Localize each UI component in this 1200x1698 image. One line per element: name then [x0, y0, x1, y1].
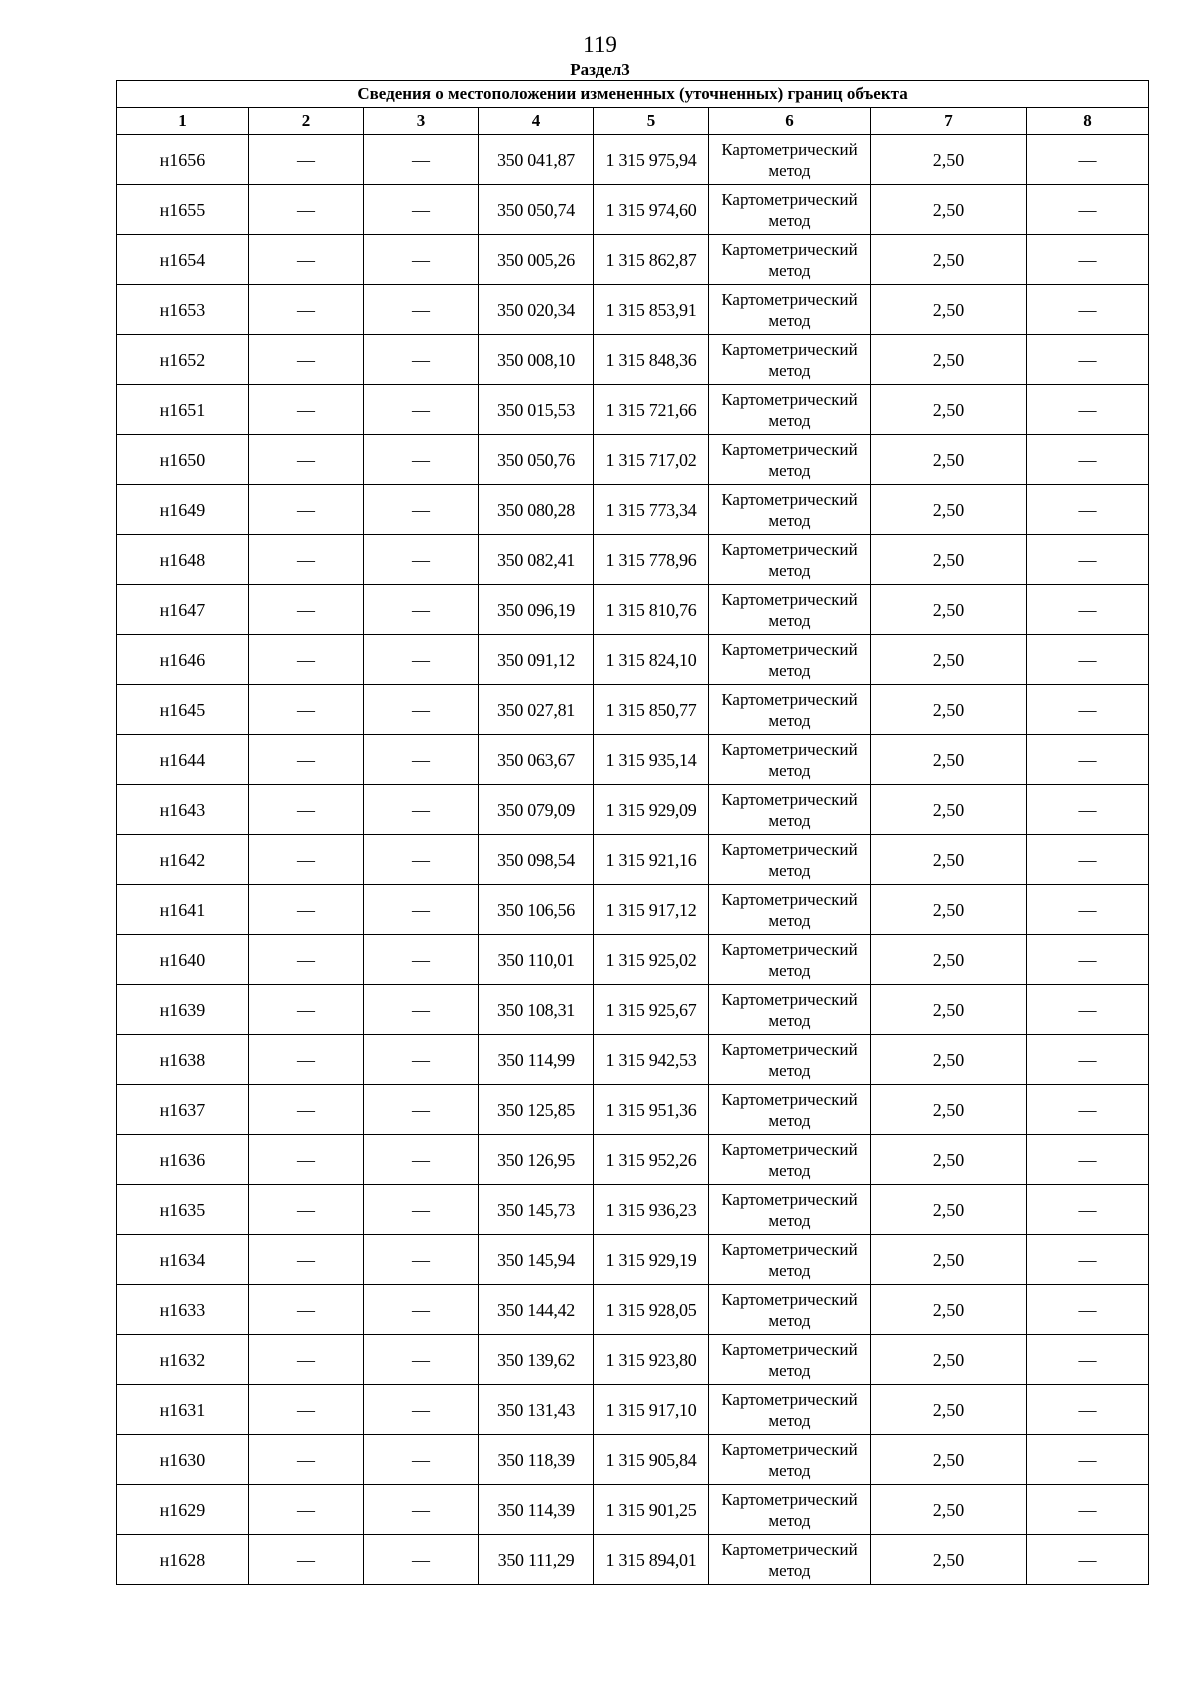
empty-dash-cell: — [1027, 885, 1149, 935]
point-name-cell: н1634 [117, 1235, 249, 1285]
empty-dash-cell: — [364, 835, 479, 885]
accuracy-cell: 2,50 [871, 535, 1027, 585]
accuracy-cell: 2,50 [871, 985, 1027, 1035]
y-coordinate-cell: 1 315 721,66 [594, 385, 709, 435]
x-coordinate-cell: 350 131,43 [479, 1385, 594, 1435]
method-cell: Картометрический метод [709, 335, 871, 385]
method-cell: Картометрический метод [709, 835, 871, 885]
empty-dash-cell: — [249, 435, 364, 485]
empty-dash-cell: — [1027, 835, 1149, 885]
table-row [117, 1285, 1149, 1335]
empty-dash-cell: — [249, 335, 364, 385]
point-name-cell: н1653 [117, 285, 249, 335]
table-row [117, 435, 1149, 485]
empty-dash-cell: — [1027, 1485, 1149, 1535]
empty-dash-cell: — [249, 685, 364, 735]
x-coordinate-cell: 350 145,94 [479, 1235, 594, 1285]
empty-dash-cell: — [364, 1435, 479, 1485]
y-coordinate-cell: 1 315 717,02 [594, 435, 709, 485]
accuracy-cell: 2,50 [871, 435, 1027, 485]
accuracy-cell: 2,50 [871, 1535, 1027, 1585]
point-name-cell: н1641 [117, 885, 249, 935]
y-coordinate-cell: 1 315 853,91 [594, 285, 709, 335]
y-coordinate-cell: 1 315 905,84 [594, 1435, 709, 1485]
method-cell: Картометрический метод [709, 485, 871, 535]
boundary-coordinates-table [116, 80, 1149, 1585]
y-coordinate-cell: 1 315 862,87 [594, 235, 709, 285]
table-title: Сведения о местоположении измененных (уточненных) границ объекта [117, 81, 1149, 108]
y-coordinate-cell: 1 315 929,19 [594, 1235, 709, 1285]
point-name-cell: н1654 [117, 235, 249, 285]
empty-dash-cell: — [364, 985, 479, 1035]
point-name-cell: н1656 [117, 135, 249, 185]
x-coordinate-cell: 350 050,74 [479, 185, 594, 235]
method-cell: Картометрический метод [709, 985, 871, 1035]
method-cell: Картометрический метод [709, 685, 871, 735]
point-name-cell: н1645 [117, 685, 249, 735]
empty-dash-cell: — [249, 1135, 364, 1185]
empty-dash-cell: — [249, 285, 364, 335]
table-row [117, 1385, 1149, 1435]
empty-dash-cell: — [364, 735, 479, 785]
y-coordinate-cell: 1 315 952,26 [594, 1135, 709, 1185]
empty-dash-cell: — [1027, 1385, 1149, 1435]
empty-dash-cell: — [1027, 185, 1149, 235]
accuracy-cell: 2,50 [871, 1085, 1027, 1135]
point-name-cell: н1651 [117, 385, 249, 435]
y-coordinate-cell: 1 315 928,05 [594, 1285, 709, 1335]
accuracy-cell: 2,50 [871, 735, 1027, 785]
method-cell: Картометрический метод [709, 735, 871, 785]
empty-dash-cell: — [1027, 535, 1149, 585]
empty-dash-cell: — [249, 785, 364, 835]
empty-dash-cell: — [249, 1385, 364, 1435]
accuracy-cell: 2,50 [871, 685, 1027, 735]
method-cell: Картометрический метод [709, 1385, 871, 1435]
method-cell: Картометрический метод [709, 1185, 871, 1235]
point-name-cell: н1631 [117, 1385, 249, 1435]
empty-dash-cell: — [1027, 485, 1149, 535]
table-body [117, 135, 1149, 1585]
table-row [117, 1135, 1149, 1185]
empty-dash-cell: — [364, 885, 479, 935]
column-number: 8 [1027, 108, 1149, 135]
table-row [117, 1185, 1149, 1235]
empty-dash-cell: — [1027, 385, 1149, 435]
empty-dash-cell: — [364, 1185, 479, 1235]
point-name-cell: н1639 [117, 985, 249, 1035]
empty-dash-cell: — [364, 235, 479, 285]
x-coordinate-cell: 350 005,26 [479, 235, 594, 285]
x-coordinate-cell: 350 125,85 [479, 1085, 594, 1135]
accuracy-cell: 2,50 [871, 1135, 1027, 1185]
empty-dash-cell: — [364, 1085, 479, 1135]
point-name-cell: н1644 [117, 735, 249, 785]
y-coordinate-cell: 1 315 917,12 [594, 885, 709, 935]
accuracy-cell: 2,50 [871, 485, 1027, 535]
accuracy-cell: 2,50 [871, 1435, 1027, 1485]
empty-dash-cell: — [1027, 1335, 1149, 1385]
method-cell: Картометрический метод [709, 235, 871, 285]
empty-dash-cell: — [1027, 1285, 1149, 1335]
empty-dash-cell: — [249, 1085, 364, 1135]
table-row [117, 235, 1149, 285]
empty-dash-cell: — [249, 385, 364, 435]
y-coordinate-cell: 1 315 936,23 [594, 1185, 709, 1235]
empty-dash-cell: — [1027, 1435, 1149, 1485]
accuracy-cell: 2,50 [871, 635, 1027, 685]
empty-dash-cell: — [249, 935, 364, 985]
empty-dash-cell: — [1027, 935, 1149, 985]
x-coordinate-cell: 350 096,19 [479, 585, 594, 635]
method-cell: Картометрический метод [709, 185, 871, 235]
method-cell: Картометрический метод [709, 135, 871, 185]
table-row [117, 785, 1149, 835]
method-cell: Картометрический метод [709, 1435, 871, 1485]
empty-dash-cell: — [1027, 335, 1149, 385]
empty-dash-cell: — [364, 1335, 479, 1385]
y-coordinate-cell: 1 315 975,94 [594, 135, 709, 185]
table-row [117, 285, 1149, 335]
empty-dash-cell: — [1027, 135, 1149, 185]
x-coordinate-cell: 350 008,10 [479, 335, 594, 385]
method-cell: Картометрический метод [709, 435, 871, 485]
table-row [117, 535, 1149, 585]
method-cell: Картометрический метод [709, 1535, 871, 1585]
empty-dash-cell: — [364, 1285, 479, 1335]
point-name-cell: н1630 [117, 1435, 249, 1485]
y-coordinate-cell: 1 315 974,60 [594, 185, 709, 235]
method-cell: Картометрический метод [709, 535, 871, 585]
y-coordinate-cell: 1 315 923,80 [594, 1335, 709, 1385]
x-coordinate-cell: 350 114,39 [479, 1485, 594, 1535]
empty-dash-cell: — [249, 835, 364, 885]
accuracy-cell: 2,50 [871, 1485, 1027, 1535]
accuracy-cell: 2,50 [871, 285, 1027, 335]
table-row [117, 585, 1149, 635]
point-name-cell: н1646 [117, 635, 249, 685]
x-coordinate-cell: 350 111,29 [479, 1535, 594, 1585]
empty-dash-cell: — [249, 1335, 364, 1385]
empty-dash-cell: — [1027, 785, 1149, 835]
method-cell: Картометрический метод [709, 1135, 871, 1185]
point-name-cell: н1629 [117, 1485, 249, 1535]
x-coordinate-cell: 350 106,56 [479, 885, 594, 935]
accuracy-cell: 2,50 [871, 1385, 1027, 1435]
point-name-cell: н1650 [117, 435, 249, 485]
accuracy-cell: 2,50 [871, 585, 1027, 635]
empty-dash-cell: — [249, 735, 364, 785]
x-coordinate-cell: 350 144,42 [479, 1285, 594, 1335]
empty-dash-cell: — [364, 135, 479, 185]
empty-dash-cell: — [1027, 1135, 1149, 1185]
y-coordinate-cell: 1 315 935,14 [594, 735, 709, 785]
empty-dash-cell: — [249, 1535, 364, 1585]
accuracy-cell: 2,50 [871, 1185, 1027, 1235]
table-row [117, 985, 1149, 1035]
empty-dash-cell: — [364, 1485, 479, 1535]
empty-dash-cell: — [249, 585, 364, 635]
x-coordinate-cell: 350 114,99 [479, 1035, 594, 1085]
point-name-cell: н1642 [117, 835, 249, 885]
empty-dash-cell: — [364, 335, 479, 385]
empty-dash-cell: — [1027, 1035, 1149, 1085]
y-coordinate-cell: 1 315 925,67 [594, 985, 709, 1035]
point-name-cell: н1648 [117, 535, 249, 585]
empty-dash-cell: — [364, 1235, 479, 1285]
empty-dash-cell: — [249, 185, 364, 235]
y-coordinate-cell: 1 315 894,01 [594, 1535, 709, 1585]
empty-dash-cell: — [1027, 1185, 1149, 1235]
x-coordinate-cell: 350 079,09 [479, 785, 594, 835]
section-label: Раздел3 [570, 60, 630, 79]
table-row [117, 1335, 1149, 1385]
method-cell: Картометрический метод [709, 385, 871, 435]
point-name-cell: н1632 [117, 1335, 249, 1385]
x-coordinate-cell: 350 082,41 [479, 535, 594, 585]
x-coordinate-cell: 350 110,01 [479, 935, 594, 985]
x-coordinate-cell: 350 145,73 [479, 1185, 594, 1235]
empty-dash-cell: — [249, 1285, 364, 1335]
y-coordinate-cell: 1 315 942,53 [594, 1035, 709, 1085]
empty-dash-cell: — [364, 935, 479, 985]
table-row [117, 735, 1149, 785]
table-row [117, 935, 1149, 985]
empty-dash-cell: — [364, 1035, 479, 1085]
empty-dash-cell: — [364, 1135, 479, 1185]
accuracy-cell: 2,50 [871, 1285, 1027, 1335]
y-coordinate-cell: 1 315 917,10 [594, 1385, 709, 1435]
empty-dash-cell: — [249, 485, 364, 535]
empty-dash-cell: — [1027, 685, 1149, 735]
method-cell: Картометрический метод [709, 1485, 871, 1535]
method-cell: Картометрический метод [709, 1035, 871, 1085]
empty-dash-cell: — [249, 1485, 364, 1535]
empty-dash-cell: — [1027, 235, 1149, 285]
method-cell: Картометрический метод [709, 585, 871, 635]
table-row [117, 1085, 1149, 1135]
table-title-row [117, 81, 1149, 108]
y-coordinate-cell: 1 315 925,02 [594, 935, 709, 985]
y-coordinate-cell: 1 315 901,25 [594, 1485, 709, 1535]
empty-dash-cell: — [249, 535, 364, 585]
column-number: 2 [249, 108, 364, 135]
empty-dash-cell: — [1027, 985, 1149, 1035]
x-coordinate-cell: 350 050,76 [479, 435, 594, 485]
x-coordinate-cell: 350 098,54 [479, 835, 594, 885]
table-row [117, 1235, 1149, 1285]
x-coordinate-cell: 350 118,39 [479, 1435, 594, 1485]
y-coordinate-cell: 1 315 810,76 [594, 585, 709, 635]
empty-dash-cell: — [249, 135, 364, 185]
point-name-cell: н1649 [117, 485, 249, 535]
accuracy-cell: 2,50 [871, 785, 1027, 835]
page-number: 119 [583, 32, 617, 57]
x-coordinate-cell: 350 080,28 [479, 485, 594, 535]
point-name-cell: н1643 [117, 785, 249, 835]
y-coordinate-cell: 1 315 824,10 [594, 635, 709, 685]
method-cell: Картометрический метод [709, 885, 871, 935]
accuracy-cell: 2,50 [871, 1235, 1027, 1285]
point-name-cell: н1647 [117, 585, 249, 635]
column-number: 4 [479, 108, 594, 135]
method-cell: Картометрический метод [709, 1085, 871, 1135]
x-coordinate-cell: 350 126,95 [479, 1135, 594, 1185]
method-cell: Картометрический метод [709, 285, 871, 335]
x-coordinate-cell: 350 091,12 [479, 635, 594, 685]
empty-dash-cell: — [249, 1435, 364, 1485]
column-number: 5 [594, 108, 709, 135]
x-coordinate-cell: 350 108,31 [479, 985, 594, 1035]
empty-dash-cell: — [1027, 735, 1149, 785]
empty-dash-cell: — [249, 985, 364, 1035]
empty-dash-cell: — [1027, 635, 1149, 685]
accuracy-cell: 2,50 [871, 335, 1027, 385]
table-row [117, 135, 1149, 185]
method-cell: Картометрический метод [709, 935, 871, 985]
y-coordinate-cell: 1 315 773,34 [594, 485, 709, 535]
empty-dash-cell: — [1027, 285, 1149, 335]
method-cell: Картометрический метод [709, 785, 871, 835]
method-cell: Картометрический метод [709, 1285, 871, 1335]
empty-dash-cell: — [249, 1035, 364, 1085]
empty-dash-cell: — [249, 635, 364, 685]
x-coordinate-cell: 350 139,62 [479, 1335, 594, 1385]
table-row [117, 485, 1149, 535]
table-row [117, 1035, 1149, 1085]
y-coordinate-cell: 1 315 951,36 [594, 1085, 709, 1135]
accuracy-cell: 2,50 [871, 135, 1027, 185]
accuracy-cell: 2,50 [871, 185, 1027, 235]
empty-dash-cell: — [1027, 1235, 1149, 1285]
point-name-cell: н1637 [117, 1085, 249, 1135]
y-coordinate-cell: 1 315 848,36 [594, 335, 709, 385]
empty-dash-cell: — [1027, 1535, 1149, 1585]
accuracy-cell: 2,50 [871, 935, 1027, 985]
column-number: 7 [871, 108, 1027, 135]
empty-dash-cell: — [364, 585, 479, 635]
column-number: 3 [364, 108, 479, 135]
empty-dash-cell: — [364, 1535, 479, 1585]
table-row [117, 335, 1149, 385]
method-cell: Картометрический метод [709, 635, 871, 685]
accuracy-cell: 2,50 [871, 385, 1027, 435]
point-name-cell: н1640 [117, 935, 249, 985]
empty-dash-cell: — [364, 635, 479, 685]
point-name-cell: н1635 [117, 1185, 249, 1235]
y-coordinate-cell: 1 315 921,16 [594, 835, 709, 885]
table-row [117, 685, 1149, 735]
table-row [117, 635, 1149, 685]
empty-dash-cell: — [249, 1235, 364, 1285]
point-name-cell: н1628 [117, 1535, 249, 1585]
empty-dash-cell: — [364, 485, 479, 535]
empty-dash-cell: — [364, 185, 479, 235]
accuracy-cell: 2,50 [871, 1335, 1027, 1385]
y-coordinate-cell: 1 315 929,09 [594, 785, 709, 835]
point-name-cell: н1636 [117, 1135, 249, 1185]
column-number-row [117, 108, 1149, 135]
method-cell: Картометрический метод [709, 1235, 871, 1285]
empty-dash-cell: — [364, 1385, 479, 1435]
accuracy-cell: 2,50 [871, 835, 1027, 885]
table-row [117, 185, 1149, 235]
table-row [117, 835, 1149, 885]
empty-dash-cell: — [1027, 1085, 1149, 1135]
table-row [117, 885, 1149, 935]
table-row [117, 1435, 1149, 1485]
empty-dash-cell: — [249, 885, 364, 935]
column-number: 6 [709, 108, 871, 135]
empty-dash-cell: — [364, 285, 479, 335]
method-cell: Картометрический метод [709, 1335, 871, 1385]
empty-dash-cell: — [249, 235, 364, 285]
point-name-cell: н1655 [117, 185, 249, 235]
y-coordinate-cell: 1 315 850,77 [594, 685, 709, 735]
empty-dash-cell: — [1027, 435, 1149, 485]
point-name-cell: н1633 [117, 1285, 249, 1335]
accuracy-cell: 2,50 [871, 235, 1027, 285]
x-coordinate-cell: 350 027,81 [479, 685, 594, 735]
point-name-cell: н1652 [117, 335, 249, 385]
x-coordinate-cell: 350 020,34 [479, 285, 594, 335]
empty-dash-cell: — [249, 1185, 364, 1235]
empty-dash-cell: — [364, 685, 479, 735]
x-coordinate-cell: 350 041,87 [479, 135, 594, 185]
column-number: 1 [117, 108, 249, 135]
empty-dash-cell: — [364, 785, 479, 835]
table-row [117, 385, 1149, 435]
accuracy-cell: 2,50 [871, 1035, 1027, 1085]
table-row [117, 1535, 1149, 1585]
x-coordinate-cell: 350 015,53 [479, 385, 594, 435]
y-coordinate-cell: 1 315 778,96 [594, 535, 709, 585]
empty-dash-cell: — [364, 385, 479, 435]
table-row [117, 1485, 1149, 1535]
empty-dash-cell: — [364, 435, 479, 485]
empty-dash-cell: — [364, 535, 479, 585]
point-name-cell: н1638 [117, 1035, 249, 1085]
empty-dash-cell: — [1027, 585, 1149, 635]
accuracy-cell: 2,50 [871, 885, 1027, 935]
x-coordinate-cell: 350 063,67 [479, 735, 594, 785]
